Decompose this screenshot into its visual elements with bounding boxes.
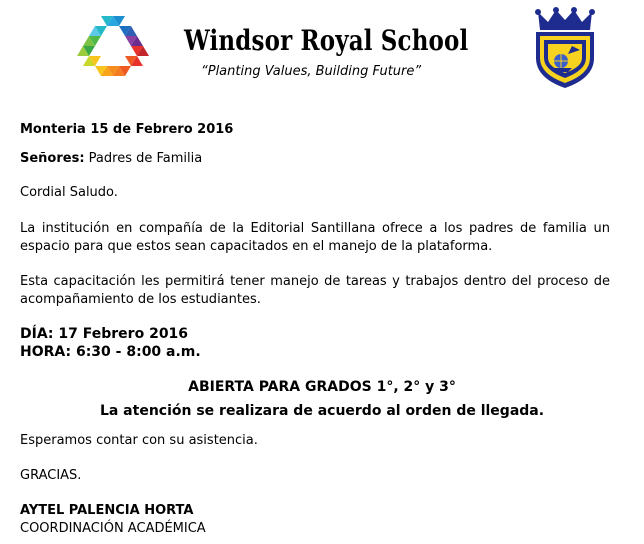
closing: Esperamos contar con su asistencia. (20, 433, 258, 448)
salutation (20, 150, 610, 168)
thanks: GRACIAS. (20, 468, 82, 483)
triangle-mosaic-logo-icon (77, 14, 149, 86)
day-value: 17 Febrero 2016 (58, 326, 189, 342)
day-label: DÍA: (20, 326, 54, 342)
hour-label: HORA: (20, 344, 72, 360)
school-motto: “Planting Values, Building Future” (201, 64, 422, 79)
signer-title: COORDINACIÓN ACADÉMICA (20, 521, 206, 536)
greeting: Cordial Saludo. (20, 185, 118, 200)
event-day (20, 325, 610, 343)
hour-value: 6:30 - 8:00 a.m. (75, 344, 201, 360)
school-name: Windsor Royal School (184, 24, 469, 57)
paragraph-2: Esta capacitación les permitirá tener manejo de tareas y trabajos dentro del proceso de acompañamiento de los estudiantes. (20, 274, 610, 307)
salutation-value: Padres de Familia (88, 151, 203, 166)
event-hour (20, 343, 610, 361)
place-date: Monteria 15 de Febrero 2016 (20, 122, 234, 137)
signer-name: AYTEL PALENCIA HORTA (20, 503, 194, 518)
salutation-label: Señores: (20, 151, 85, 166)
paragraph-1: La institución en compañía de la Editorial Santillana ofrece a los padres de familia un espacio para que estos sean capacitados en el manejo de la plataforma. (20, 221, 610, 254)
grades-notice: ABIERTA PARA GRADOS 1°, 2° y 3° (188, 379, 456, 395)
arrival-notice: La atención se realizara de acuerdo al orden de llegada. (99, 403, 545, 419)
crowned-shield-crest-icon (528, 6, 602, 90)
